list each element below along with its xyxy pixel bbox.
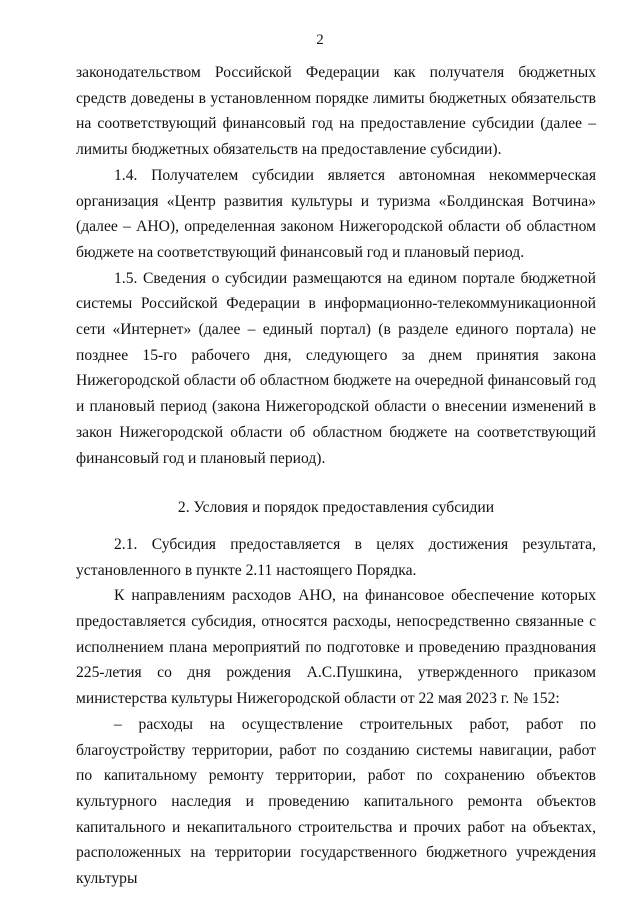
page-number: 2 xyxy=(316,32,324,48)
document-body xyxy=(76,60,596,892)
paragraph-expense-directions: К направлениям расходов АНО, на финансовое обеспечение которых предоставляется субсидия, относятся расходы, непосредственно связанные с исполнением плана мероприятий по подготовке и проведению празднования 225-летия со дня рождения А.С.Пушкина, утвержденного приказом министерства культуры Нижегородской области от 22 мая 2023 г. № 152: xyxy=(76,587,596,708)
paragraph-1-4: 1.4. Получателем субсидии является автономная некоммерческая организация «Центр развития культуры и туризма «Болдинская Вотчина» (далее – АНО), определенная законом Нижегородской области об областном бюджете на соответствующий финансовый год и плановый период. xyxy=(76,166,596,261)
paragraph-2-1: 2.1. Субсидия предоставляется в целях достижения результата, установленного в пункте 2.11 настоящего Порядка. xyxy=(76,535,596,579)
paragraph-1-5: 1.5. Сведения о субсидии размещаются на едином портале бюджетной системы Российской Федерации в информационно-телекоммуникационной сети «Интернет» (далее – единый портал) (в разделе единого портала) не позднее 15-го рабочего дня, следующего за днем принятия закона Нижегородской области об областном бюджете на очередной финансовый год и плановый период (закона Нижегородской области о внесении изменений в закон Нижегородской области об областном бюджете на соответствующий финансовый год и плановый период). xyxy=(76,269,596,467)
paragraph-continuation: законодательством Российской Федерации как получателя бюджетных средств доведены в установленном порядке лимиты бюджетных обязательств на соответствующий финансовый год на предоставление субсидии (далее – лимиты бюджетных обязательств на предоставление субсидии). xyxy=(76,64,596,159)
section-heading: 2. Условия и порядок предоставления субсидии xyxy=(177,499,495,517)
paragraph-list-item: – расходы на осуществление строительных работ, работ по благоустройству территории, работ по созданию системы навигации, работ по капитальному ремонту территории, работ по сохранению объектов культурного наследия и проведению капитального ремонта объектов капитального и некапитального строительства и прочих работ на объектах, расположенных на территории государственного бюджетного учреждения культуры xyxy=(76,715,596,888)
